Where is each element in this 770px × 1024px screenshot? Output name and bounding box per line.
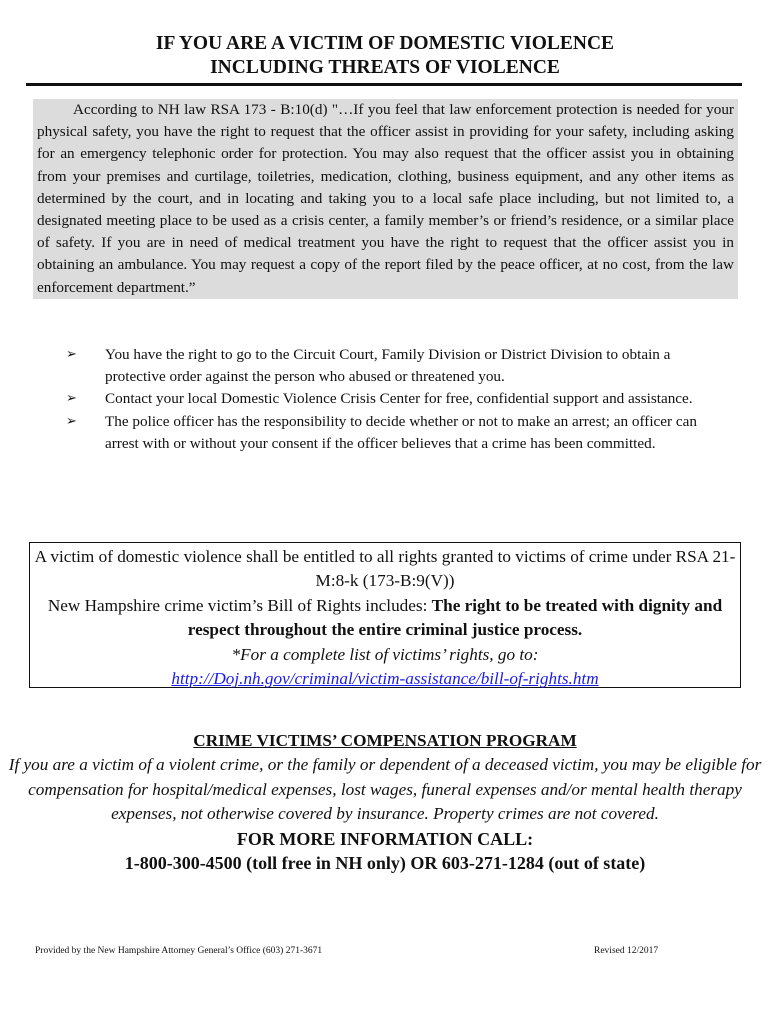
rsa-quote-text: According to NH law RSA 173 - B:10(d) "…If you feel that law enforcement protection is needed for your physical safety, you have the right to request that the officer assist in providing for your safety, including asking for an emergency telephonic order for protection. You may also request that the officer assist you in obtaining from your premises and curtilage, toiletries, medication, clothing, business equipment, and any other items as determined by the court, and in locating and taking you to a local safe place including, but not limited to, a designated meeting place to be used as a crisis center, a family member’s or friend’s residence, or a similar place of safety. If you are in need of medical treatment you have the right to request that the officer assist you in obtaining an ambulance. You may request a copy of the report filed by the peace officer, at no cost, from the law enforcement department.” — [37, 101, 734, 296]
arrow-bullet-icon: ➢ — [66, 391, 77, 407]
info-call-heading: FOR MORE INFORMATION CALL: — [236, 828, 534, 849]
title-line-1: IF YOU ARE A VICTIM OF DOMESTIC VIOLENCE — [155, 33, 615, 54]
phone-numbers: 1-800-300-4500 (toll free in NH only) OR 603-271-1284 (out of state) — [124, 853, 646, 874]
bullet-text: Contact your local Domestic Violence Crisis Center for free, confidential support and assistance. — [105, 390, 693, 408]
bill-of-rights-intro: New Hampshire crime victim’s Bill of Rights includes: — [47, 595, 432, 615]
bullet-item — [62, 388, 722, 410]
compensation-body: If you are a victim of a violent crime, or the family or dependent of a deceased victim, you may be eligible for compensation for hospital/medical expenses, lost wages, funeral expenses and/or mental health therapy expenses, not otherwise covered by insurance. Property crimes are not covered. — [8, 755, 762, 824]
rsa-quote-block — [33, 99, 738, 299]
footer-provided-by: Provided by the New Hampshire Attorney General’s Office (603) 271-3671 — [35, 946, 323, 956]
footer-revised-date: Revised 12/2017 — [594, 946, 659, 956]
bullet-item — [62, 411, 722, 455]
arrow-bullet-icon: ➢ — [66, 413, 77, 429]
title-line-2: INCLUDING THREATS OF VIOLENCE — [210, 57, 560, 78]
bullet-item — [62, 344, 722, 388]
victim-rights-box — [29, 542, 741, 688]
title-rule — [26, 83, 742, 86]
document-title — [0, 32, 770, 80]
rights-statement: A victim of domestic violence shall be entitled to all rights granted to victims of crime under RSA 21-M:8-k (173-B:9(V)) — [34, 547, 736, 591]
rights-list-note: *For a complete list of victims’ rights, go to: — [231, 644, 539, 664]
bill-of-rights-link[interactable]: http://Doj.nh.gov/criminal/victim-assistance/bill-of-rights.htm — [171, 669, 599, 689]
bill-of-rights-statement — [30, 594, 740, 643]
compensation-heading: CRIME VICTIMS’ COMPENSATION PROGRAM — [193, 731, 577, 750]
compensation-section — [0, 729, 770, 875]
rights-bullet-list — [62, 344, 722, 455]
bullet-text: You have the right to go to the Circuit Court, Family Division or District Division to obtain a protective order against the person who abused or threatened you. — [105, 346, 671, 386]
bill-of-rights-highlight: The right to be treated with dignity and respect throughout the entire criminal justice process. — [187, 595, 723, 640]
bullet-text: The police officer has the responsibility to decide whether or not to make an arrest; an officer can arrest with or without your consent if the officer believes that a crime has been committed. — [105, 412, 697, 452]
arrow-bullet-icon: ➢ — [66, 347, 77, 362]
